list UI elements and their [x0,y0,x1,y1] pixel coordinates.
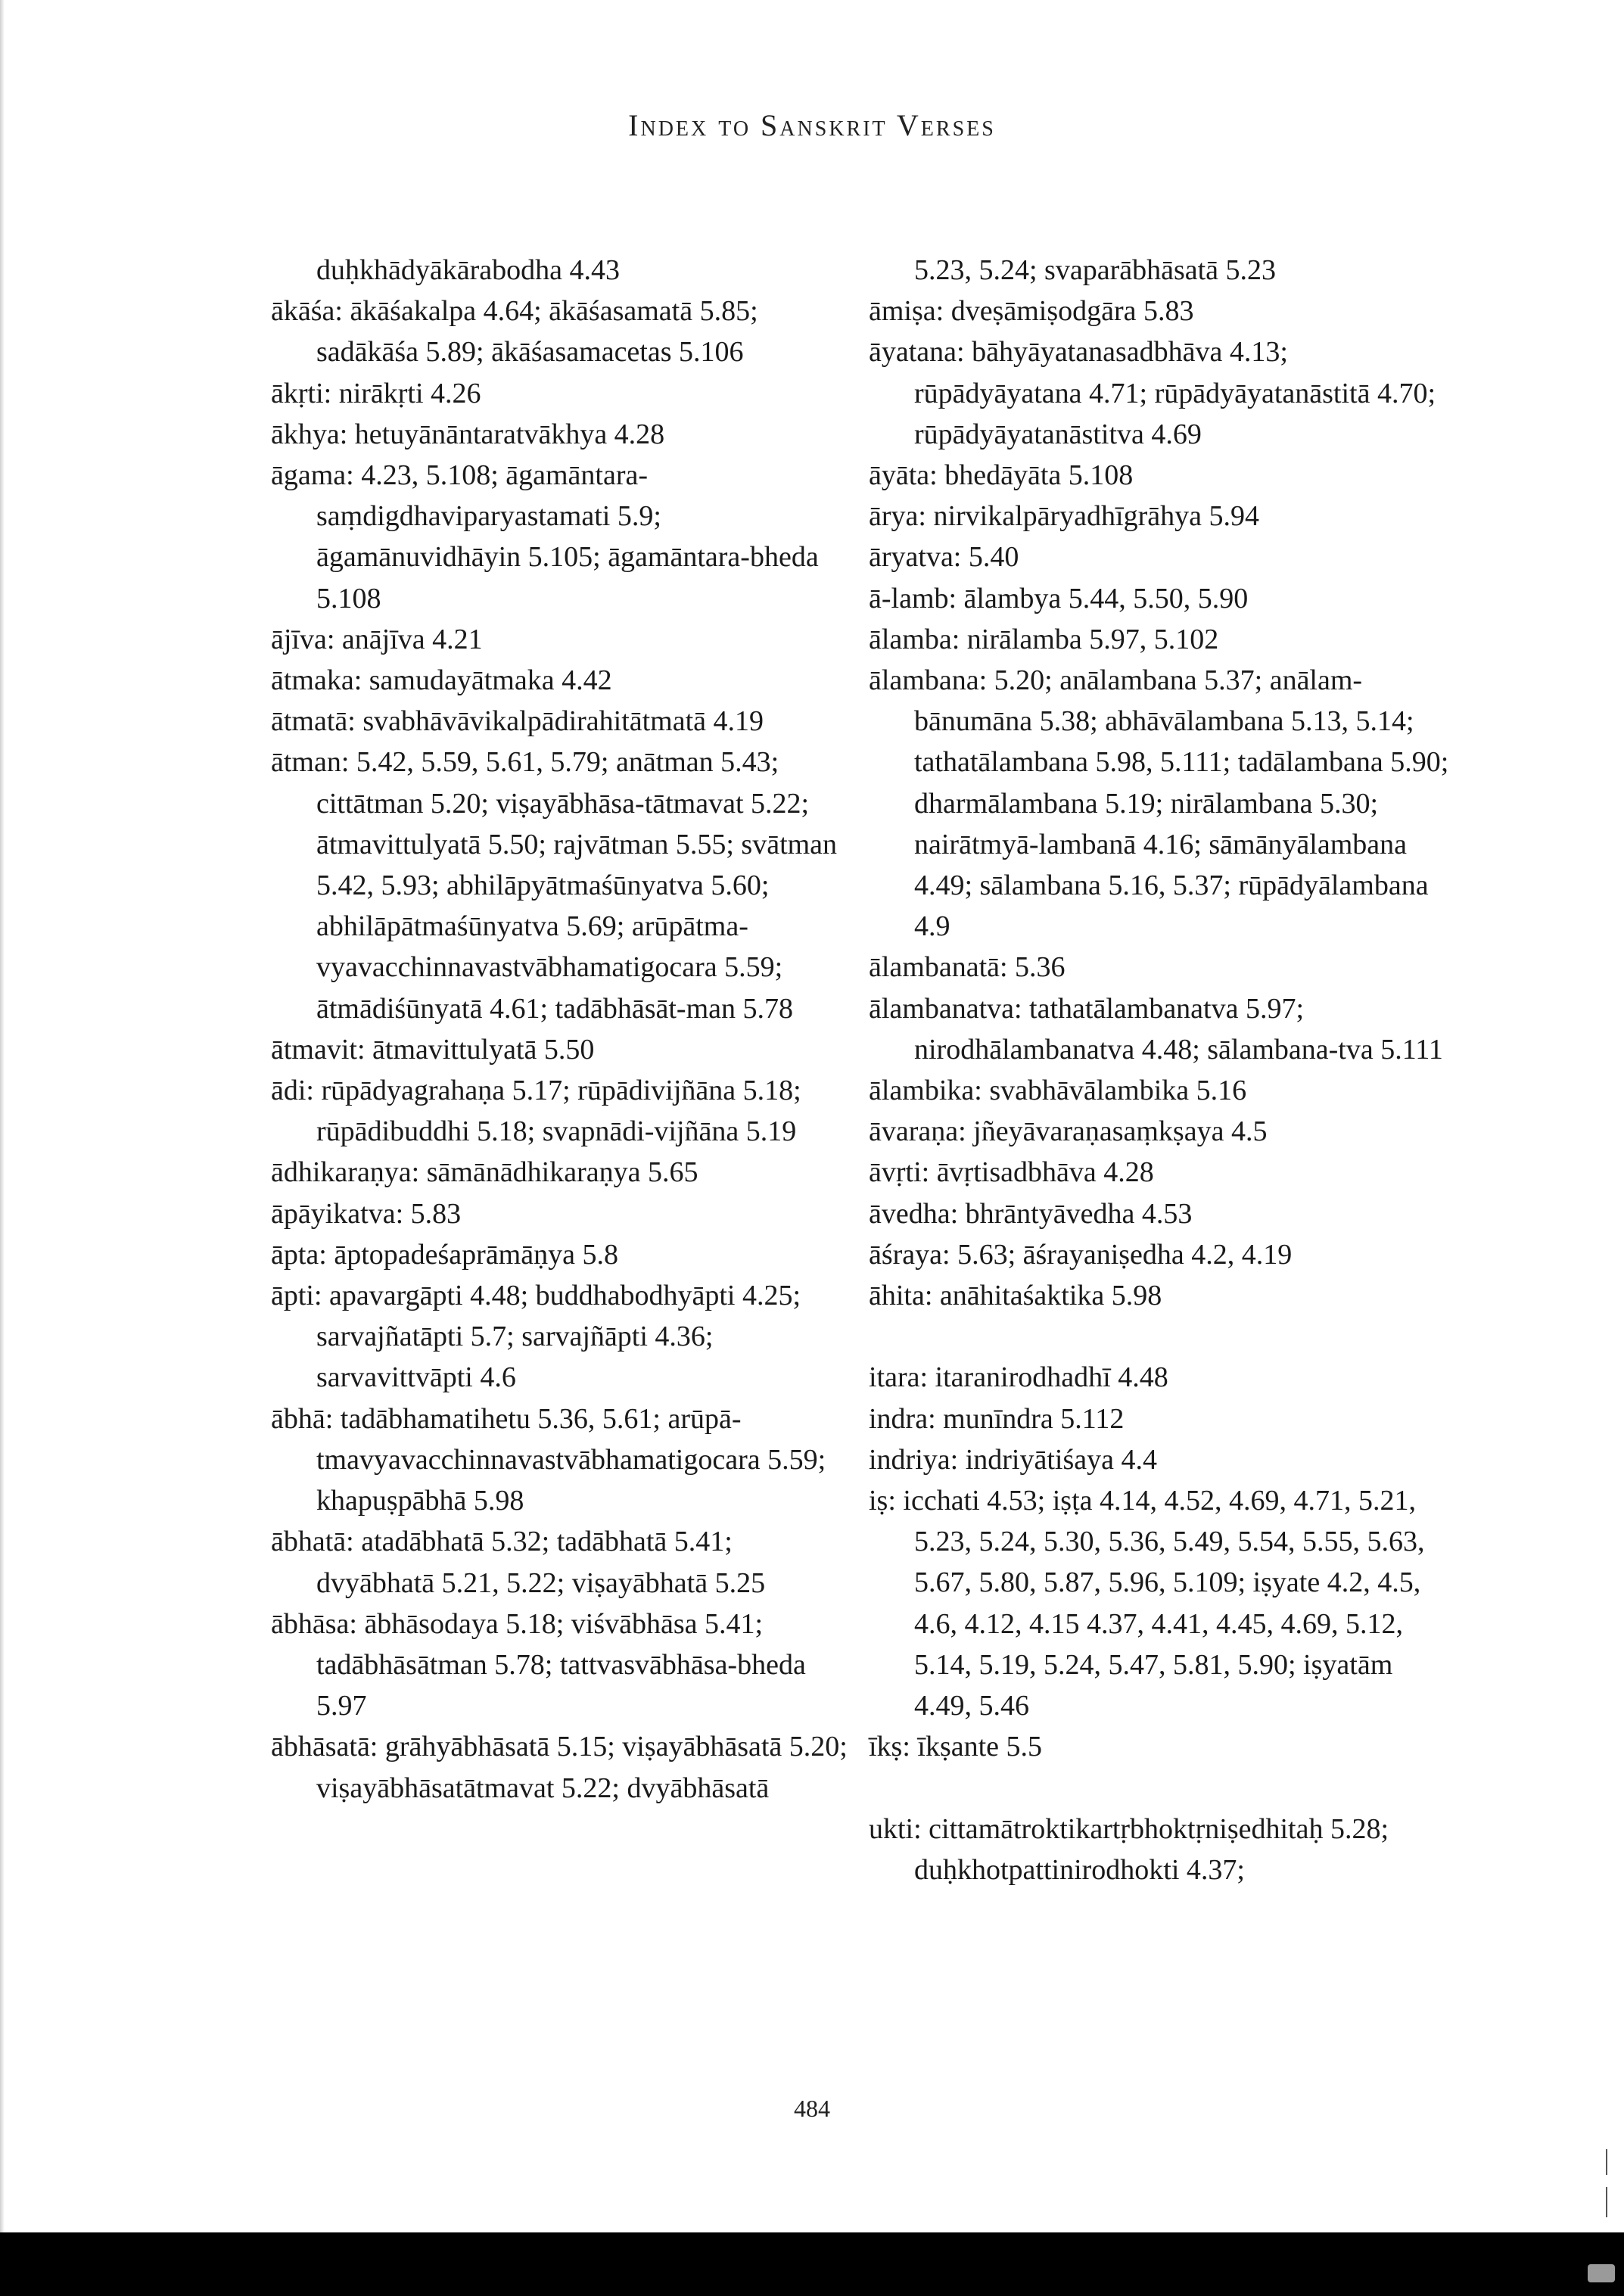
scan-margin-mark [1606,2149,1607,2175]
index-entry: ātmatā: svabhāvāvikalpādirahitātmatā 4.19 [271,705,764,738]
index-entry: ākṛti: nirākṛti 4.26 [271,377,481,409]
index-entry: ābhatā: atadābhatā 5.32; tadābhatā 5.41; dvyābhatā 5.21, 5.22; viṣayābhatā 5.25 [271,1526,766,1599]
index-entry: indra: munīndra 5.112 [869,1402,1125,1435]
index-entry: ākāśa: ākāśakalpa 4.64; ākāśasamatā 5.85; sadākāśa 5.89; ākāśasamacetas 5.106 [271,295,758,369]
index-entry: āpti: apavargāpti 4.48; buddhabodhyāpti 4.25; sarvajñatāpti 5.7; sarvajñāpti 4.36; sarvavittvāpti 4.6 [271,1280,801,1394]
index-entry: āśraya: 5.63; āśrayaniṣedha 4.2, 4.19 [869,1238,1293,1271]
index-entry: ukti: cittamātroktikartṛbhoktṛniṣedhitaḥ 5.28; duḥkhotpattinirodhokti 4.37; [869,1812,1389,1886]
index-column-right [869,250,1451,1890]
index-entry: āpāyikatva: 5.83 [271,1197,462,1230]
index-entry: ādi: rūpādyagrahaṇa 5.17; rūpādivijñāna 5.18; rūpādibuddhi 5.18; svapnādi-vijñāna 5.19 [271,1075,801,1148]
index-entry: ādhikaraṇya: sāmānādhikaraṇya 5.65 [271,1156,698,1189]
index-entry: ālamba: nirālamba 5.97, 5.102 [869,623,1219,655]
index-entry: ātmaka: samudayātmaka 4.42 [271,664,612,697]
index-entry: itara: itaranirodhadhī 4.48 [869,1361,1168,1394]
index-entry: ā-lamb: ālambya 5.44, 5.50, 5.90 [869,582,1249,614]
page-edge-shadow [0,0,5,2232]
index-entry: āmiṣa: dveṣāmiṣodgāra 5.83 [869,295,1194,328]
index-column-left [271,250,854,1809]
index-entry-continuation: duḥkhādyākārabodha 4.43 [316,254,620,286]
index-entry: ātmavit: ātmavittulyatā 5.50 [271,1033,595,1066]
index-entry: ālambanatā: 5.36 [869,951,1066,984]
index-entry: ābhāsatā: grāhyābhāsatā 5.15; viṣayābhāsatā 5.20; viṣayābhāsatātmavat 5.22; dvyābhāsatā [271,1731,848,1804]
index-entry: īkṣ: īkṣante 5.5 [869,1731,1043,1763]
index-entry: iṣ: icchati 4.53; iṣṭa 4.14, 4.52, 4.69, 4.71, 5.21, 5.23, 5.24, 5.30, 5.36, 5.49, 5.54, 5.55, 5.63, 5.67, 5.80, 5.87, 5.96, 5.109; iṣyate 4.2, 4.5, 4.6, 4.12, 4.15 4.37, 4.41, 4.45, 4.69, 5.12, 5.14, 5.19, 5.24, 5.47, 5.81, 5.90; iṣyatām 4.49, 5.46 [869,1485,1425,1722]
page-number: 484 [794,2095,830,2122]
index-entry: āryatva: 5.40 [869,541,1019,574]
index-entry: ābhā: tadābhamatihetu 5.36, 5.61; arūpā-tmavyavacchinnavastvābhamatigocara 5.59; khapuṣpābhā 5.98 [271,1402,826,1517]
index-entry: ātman: 5.42, 5.59, 5.61, 5.79; anātman 5.43; cittātman 5.20; viṣayābhāsa-tātmavat 5.22; ātmavittulyatā 5.50; rajvātman 5.55; svātman 5.42, 5.93; abhilāpyātmaśūnyatva 5.60; abhilāpātmaśūnyatva 5.69; arūpātma-vyavacchinnavastvābhamatigocara 5.59; ātmādiśūnyatā 4.61; tadābhāsāt-man 5.78 [271,746,838,1025]
index-entry: ālambika: svabhāvālambika 5.16 [869,1075,1247,1107]
scanner-icon [1588,2264,1615,2282]
index-entry: āgama: 4.23, 5.108; āgamāntara-saṃdigdhaviparyastamati 5.9; āgamānuvidhāyin 5.105; āgamāntara-bheda 5.108 [271,459,819,614]
index-entry: ālambana: 5.20; anālambana 5.37; anālam-bānumāna 5.38; abhāvālambana 5.13, 5.14; tathatālambana 5.98, 5.111; tadālambana 5.90; dharmālambana 5.19; nirālambana 5.30; nairātmyā-lambanā 4.16; sāmānyālambana 4.49; sālambana 5.16, 5.37; rūpādyālambana 4.9 [869,664,1449,943]
index-entry: ājīva: anājīva 4.21 [271,623,483,655]
index-entry: āhita: anāhitaśaktika 5.98 [869,1280,1162,1312]
index-entry: indriya: indriyātiśaya 4.4 [869,1443,1157,1476]
index-entry: āyāta: bhedāyāta 5.108 [869,459,1134,492]
section-gap [869,1768,1451,1809]
index-entry: āyatana: bāhyāyatanasadbhāva 4.13; rūpādyāyatana 4.71; rūpādyāyatanāstitā 4.70; rūpādyāyatanāstitva 4.69 [869,336,1436,450]
index-entry: āvaraṇa: jñeyāvaraṇasaṃkṣaya 4.5 [869,1115,1268,1148]
running-header: Index to Sanskrit Verses [628,108,996,142]
index-entry: āpta: āptopadeśaprāmāṇya 5.8 [271,1238,618,1271]
index-entry-continuation: 5.23, 5.24; svaparābhāsatā 5.23 [914,254,1277,286]
index-entry: āvedha: bhrāntyāvedha 4.53 [869,1197,1193,1230]
index-entry: ābhāsa: ābhāsodaya 5.18; viśvābhāsa 5.41; tadābhāsātman 5.78; tattvasvābhāsa-bheda 5.97 [271,1607,806,1722]
index-entry: ālambanatva: tathatālambanatva 5.97; nirodhālambanatva 4.48; sālambana-tva 5.111 [869,992,1443,1066]
index-entry: ākhya: hetuyānāntaratvākhya 4.28 [271,418,665,450]
section-gap [869,1316,1451,1357]
scan-margin-mark [1606,2187,1607,2217]
index-entry: ārya: nirvikalpāryadhīgrāhya 5.94 [869,500,1259,533]
scan-bottom-border [0,2232,1624,2296]
index-entry: āvṛti: āvṛtisadbhāva 4.28 [869,1156,1154,1189]
